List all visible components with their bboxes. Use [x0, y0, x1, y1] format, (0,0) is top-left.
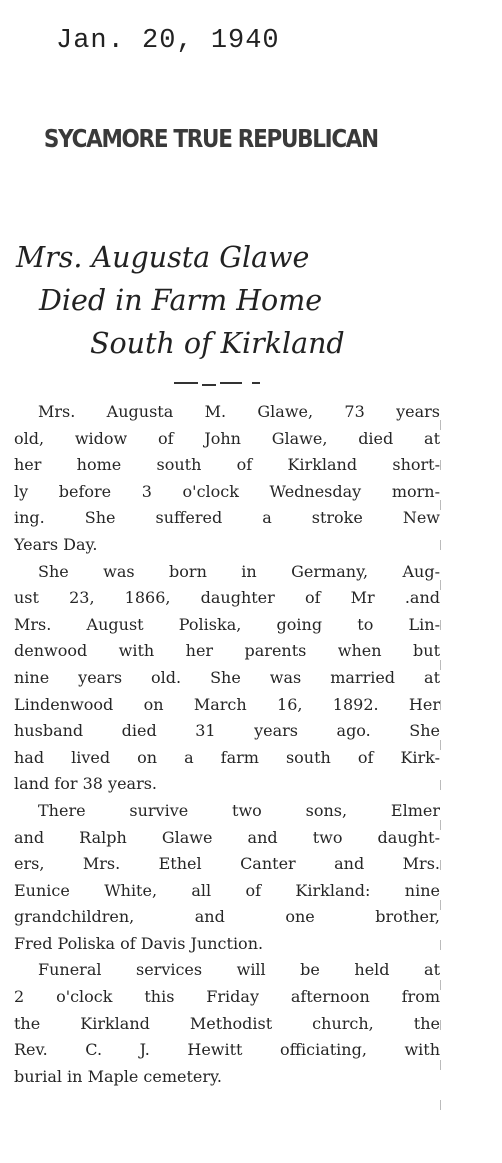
article-line: She was born in Germany, Aug- — [38, 561, 440, 581]
article-line: ust 23, 1866, daughter of Mr .and — [14, 588, 440, 608]
article-line: Rev. C. J. Hewitt officiating, with — [14, 1040, 440, 1060]
article-paragraph — [14, 798, 440, 958]
column-rule — [440, 420, 441, 1120]
article-paragraph — [14, 399, 440, 559]
clipping-date: Jan. 20, 1940 — [56, 26, 280, 56]
article-line: grandchildren, and one brother, — [14, 907, 440, 927]
article-line: Eunice White, all of Kirkland: nine — [14, 880, 440, 900]
article-paragraph — [14, 559, 440, 798]
article-line: Mrs. August Poliska, going to Lin- — [14, 614, 440, 634]
article-line: the Kirkland Methodist church, the — [14, 1013, 440, 1033]
article-line: old, widow of John Glawe, died at — [14, 428, 440, 448]
article-line: Mrs. Augusta M. Glawe, 73 years — [38, 402, 440, 421]
article-line: Funeral services will be held at — [38, 960, 440, 980]
article-line: ers, Mrs. Ethel Canter and Mrs. — [14, 854, 440, 874]
article-line: burial in Maple cemetery. — [14, 1066, 223, 1086]
headline-line-3: South of Kirkland — [90, 327, 345, 360]
article-line: nine years old. She was married at — [14, 667, 440, 687]
article-paragraph — [14, 957, 440, 1090]
article-line: and Ralph Glawe and two daught- — [14, 827, 440, 847]
article-body — [14, 399, 440, 1090]
article-line: husband died 31 years ago. She — [14, 721, 440, 741]
article-line: ly before 3 o'clock Wednesday morn- — [14, 481, 440, 501]
article-line: There survive two sons, Elmer — [38, 800, 440, 820]
article-line: land for 38 years. — [14, 774, 158, 794]
article-line: ing. She suffered a stroke New — [14, 508, 440, 528]
newspaper-name: SYCAMORE TRUE REPUBLICAN — [43, 124, 378, 153]
article-line: Years Day. — [14, 534, 98, 554]
headline-divider — [174, 379, 262, 389]
article-line: her home south of Kirkland short- — [14, 455, 440, 475]
headline-line-1: Mrs. Augusta Glawe — [16, 241, 310, 274]
headline-line-2: Died in Farm Home — [39, 284, 323, 317]
article-line: Fred Poliska of Davis Junction. — [14, 933, 264, 953]
article-line: denwood with her parents when but — [14, 641, 440, 661]
article-line: 2 o'clock this Friday afternoon from — [14, 987, 440, 1007]
article-line: Lindenwood on March 16, 1892. Her — [14, 694, 440, 714]
article-line: had lived on a farm south of Kirk- — [14, 747, 440, 767]
headline — [14, 236, 440, 365]
article-clipping — [14, 236, 440, 1090]
